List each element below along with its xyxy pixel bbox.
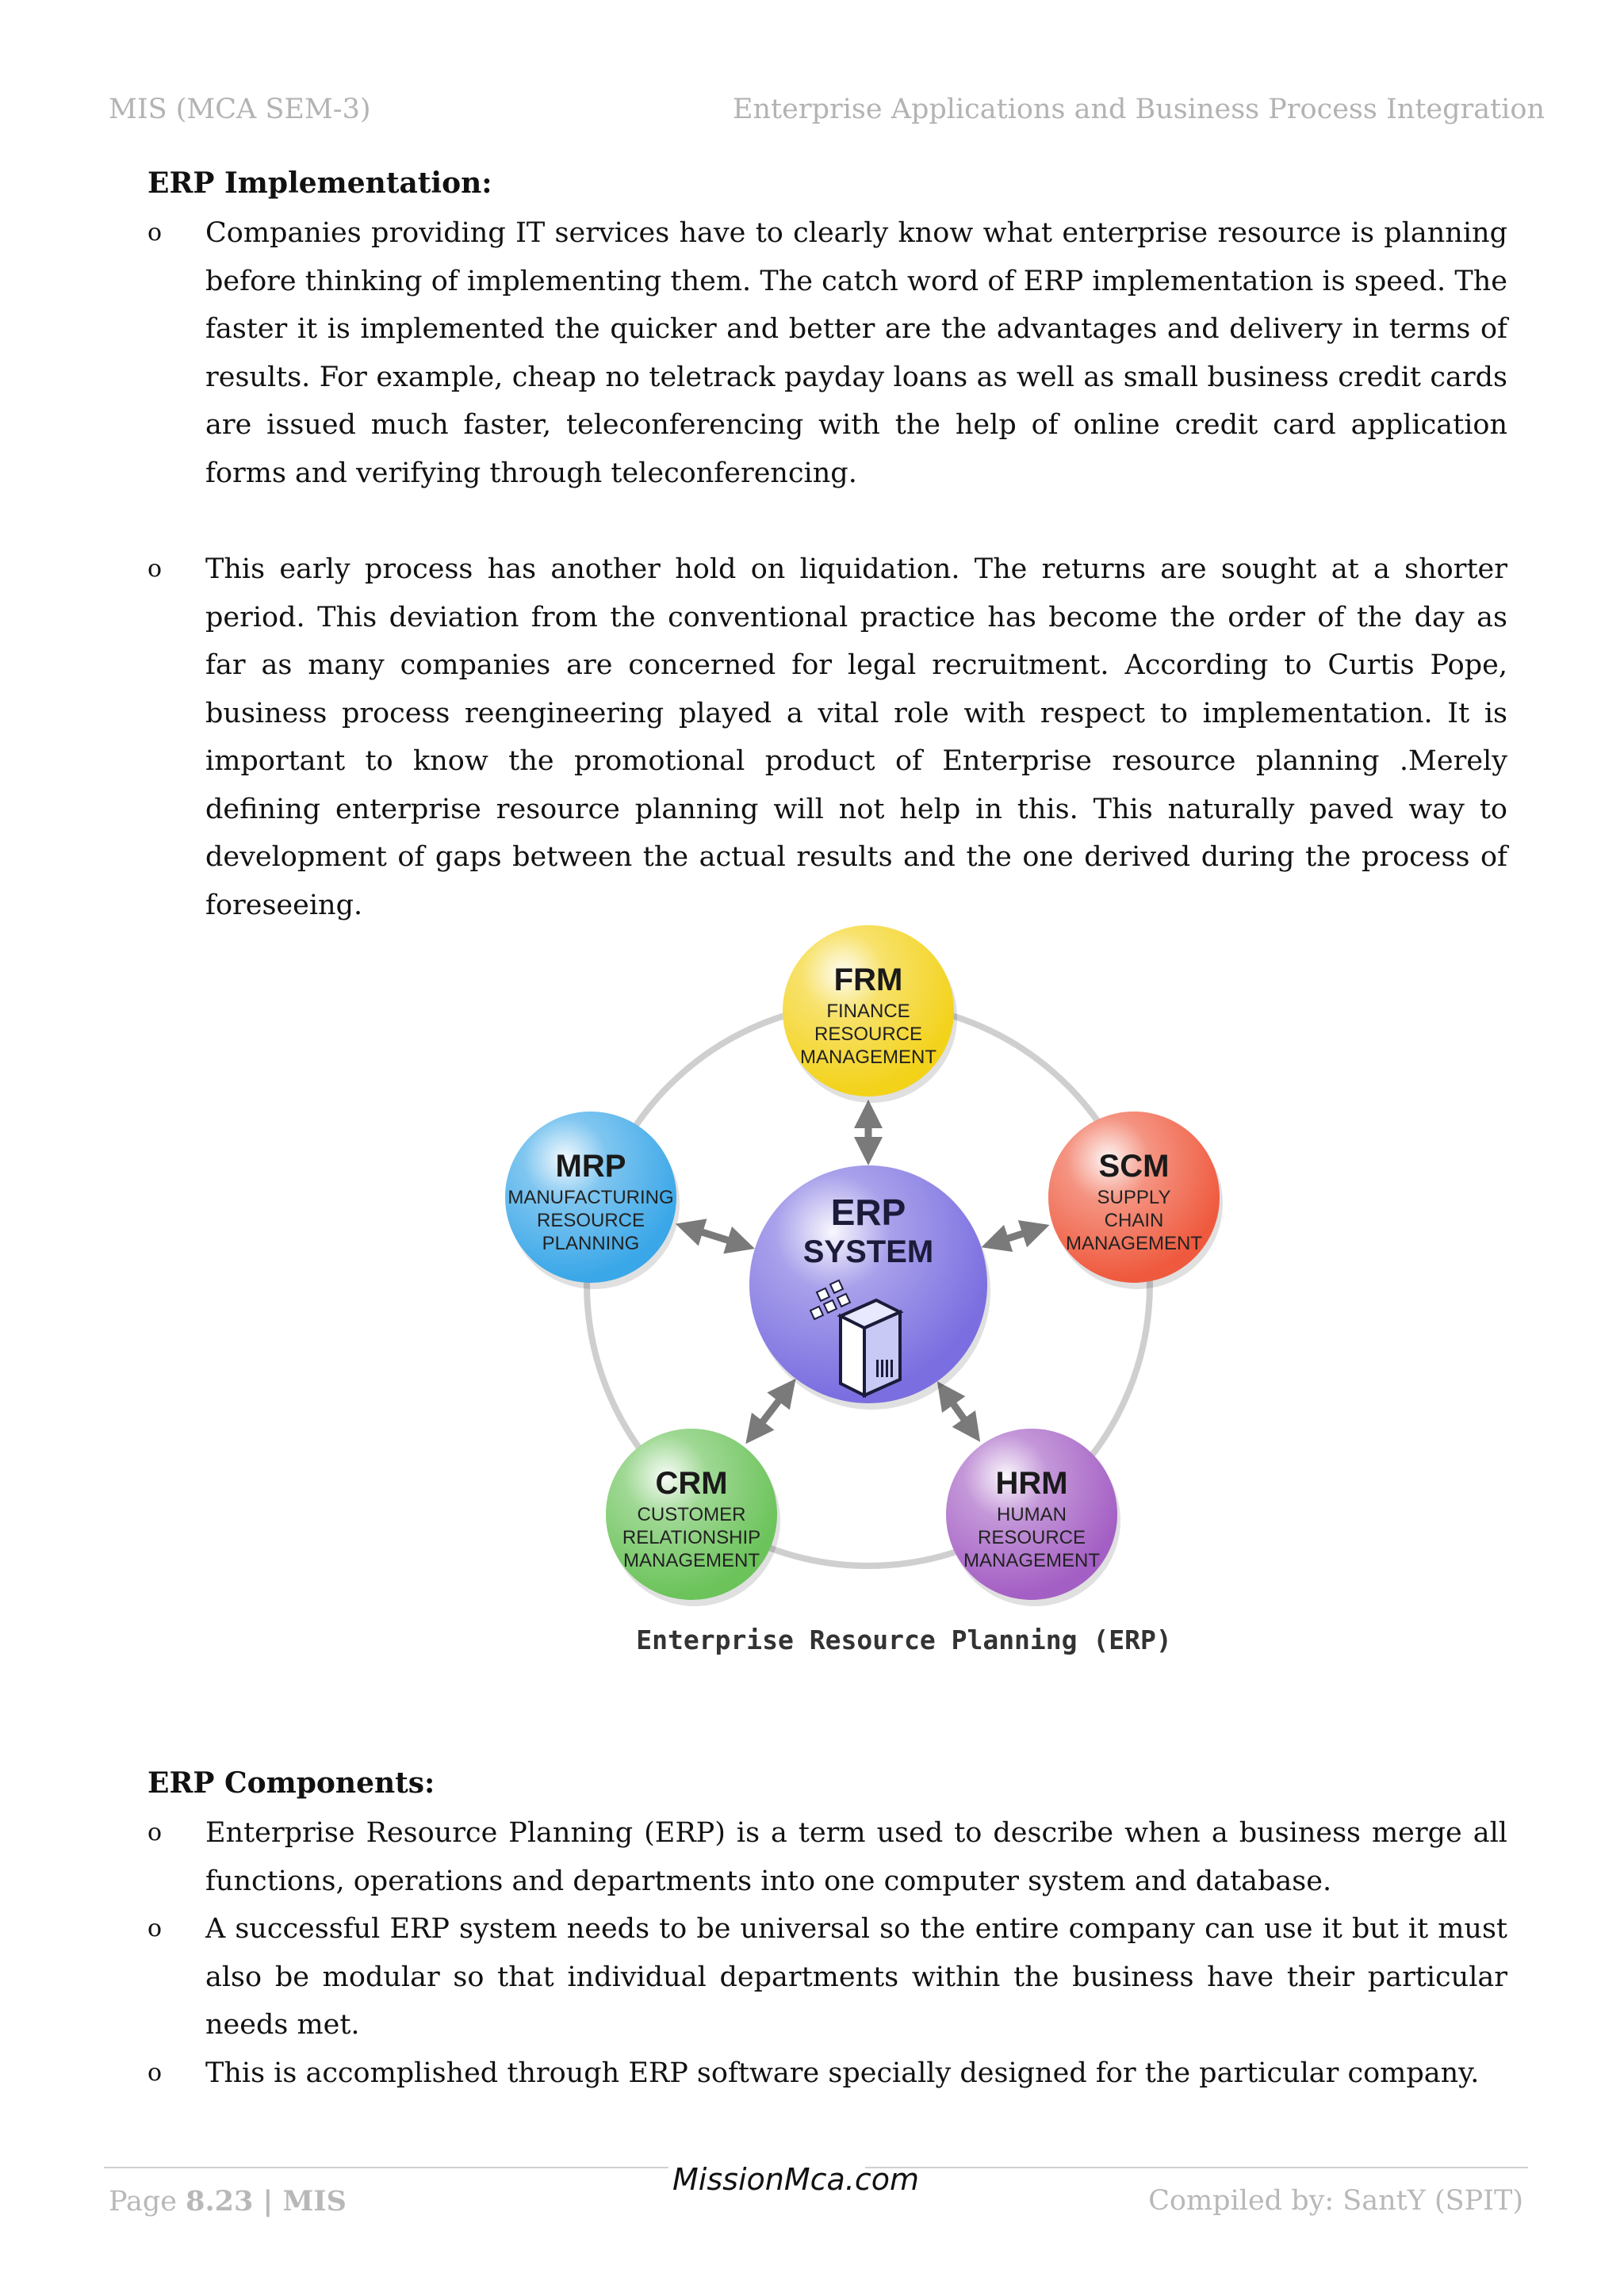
implementation-list	[147, 209, 1507, 497]
list-item	[147, 2049, 1507, 2098]
bullet-icon: o	[147, 2058, 163, 2087]
node-abbr: MRP	[555, 1149, 626, 1184]
footer-right: Compiled by: SantY (SPIT)	[1148, 2185, 1523, 2217]
node-label-line: MANAGEMENT	[1065, 1233, 1203, 1254]
node-mrp	[505, 1112, 680, 1289]
connector-arrow-icon	[689, 1228, 741, 1245]
node-label-line: FINANCE	[826, 1001, 910, 1022]
node-frm	[783, 925, 957, 1103]
node-label-line: RESOURCE	[977, 1527, 1086, 1548]
node-label-line: RESOURCE	[536, 1210, 645, 1231]
erp-diagram	[488, 892, 1249, 1697]
erp-system-title: ERP	[830, 1192, 906, 1233]
missionmca-logo: MissionMca.com	[672, 2162, 920, 2197]
connector-arrow-icon	[754, 1390, 787, 1433]
node-abbr: FRM	[833, 962, 903, 997]
node-label-line: MANAGEMENT	[799, 1047, 937, 1068]
connector-arrow-icon	[945, 1393, 971, 1430]
section-heading-implementation: ERP Implementation:	[147, 166, 492, 200]
list-item	[147, 545, 1507, 929]
node-scm	[1048, 1112, 1223, 1289]
header-left: MIS (MCA SEM-3)	[109, 94, 371, 125]
node-label-line: RELATIONSHIP	[622, 1527, 761, 1548]
node-crm	[606, 1429, 780, 1606]
node-label-line: HUMAN	[997, 1504, 1067, 1525]
implementation-list-2	[147, 545, 1507, 929]
list-item	[147, 1905, 1507, 2049]
node-label-line: CHAIN	[1104, 1210, 1164, 1231]
node-label-line: RESOURCE	[814, 1024, 923, 1045]
erp-diagram-svg	[488, 892, 1249, 1697]
node-abbr: CRM	[655, 1466, 728, 1501]
footer-page-prefix: Page	[109, 2186, 177, 2218]
node-abbr: SCM	[1098, 1149, 1170, 1184]
list-item	[147, 209, 1507, 497]
footer-rule-right	[865, 2167, 1528, 2168]
node-abbr: HRM	[995, 1466, 1068, 1501]
list-item-text: Enterprise Resource Planning (ERP) is a term used to describe when a business merge all functions, operations and departments into one computer system and database.	[205, 1817, 1507, 1897]
node-label-line: PLANNING	[542, 1233, 640, 1254]
footer-page-number: 8.23 | MIS	[186, 2185, 347, 2218]
footer-page	[109, 2185, 347, 2218]
list-item-text: This is accomplished through ERP software specially designed for the particular company.	[205, 2057, 1480, 2089]
node-label-line: MANAGEMENT	[622, 1550, 760, 1571]
bullet-icon: o	[147, 1915, 163, 1942]
section-heading-components: ERP Components:	[147, 1766, 435, 1800]
header-right: Enterprise Applications and Business Process Integration	[732, 94, 1545, 125]
bullet-icon: o	[147, 555, 163, 583]
components-list	[147, 1809, 1507, 2097]
diagram-caption: Enterprise Resource Planning (ERP)	[636, 1624, 1172, 1655]
node-label-line: SUPPLY	[1097, 1187, 1171, 1208]
list-item-text: A successful ERP system needs to be universal so the entire company can use it but it must also be modular so that individual departments within the business have their particular needs met.	[205, 1913, 1507, 2041]
list-item-text: This early process has another hold on liquidation. The returns are sought at a shorter period. This deviation from the conventional practice has become the order of the day as far as many companies are concerned for legal recruitment. According to Curtis Pope, business process reengineering played a vital role with respect to implementation. It is important to know the promotional product of Enterprise resource planning .Merely defining enterprise resource planning will not help in this. This naturally paved way to development of gaps between the actual results and the one derived during the process of foreseeing.	[205, 553, 1507, 921]
bullet-icon: o	[147, 1819, 163, 1846]
bullet-icon: o	[147, 219, 163, 247]
erp-system-subtitle: SYSTEM	[802, 1234, 934, 1269]
list-item-text: Companies providing IT services have to clearly know what enterprise resource is planning before thinking of implementing them. The catch word of ERP implementation is speed. The faster it is implemented the quicker and better are the advantages and delivery in terms of results. For example, cheap no teletrack payday loans as well as small business credit cards are issued much faster, teleconferencing with the help of online credit card application forms and verifying through teleconferencing.	[205, 217, 1507, 489]
node-label-line: CUSTOMER	[637, 1504, 746, 1525]
footer-rule-left	[104, 2167, 668, 2168]
node-label-line: MANAGEMENT	[963, 1550, 1101, 1571]
connector-arrow-icon	[995, 1230, 1036, 1243]
list-item	[147, 1809, 1507, 1905]
node-label-line: MANUFACTURING	[508, 1187, 674, 1208]
